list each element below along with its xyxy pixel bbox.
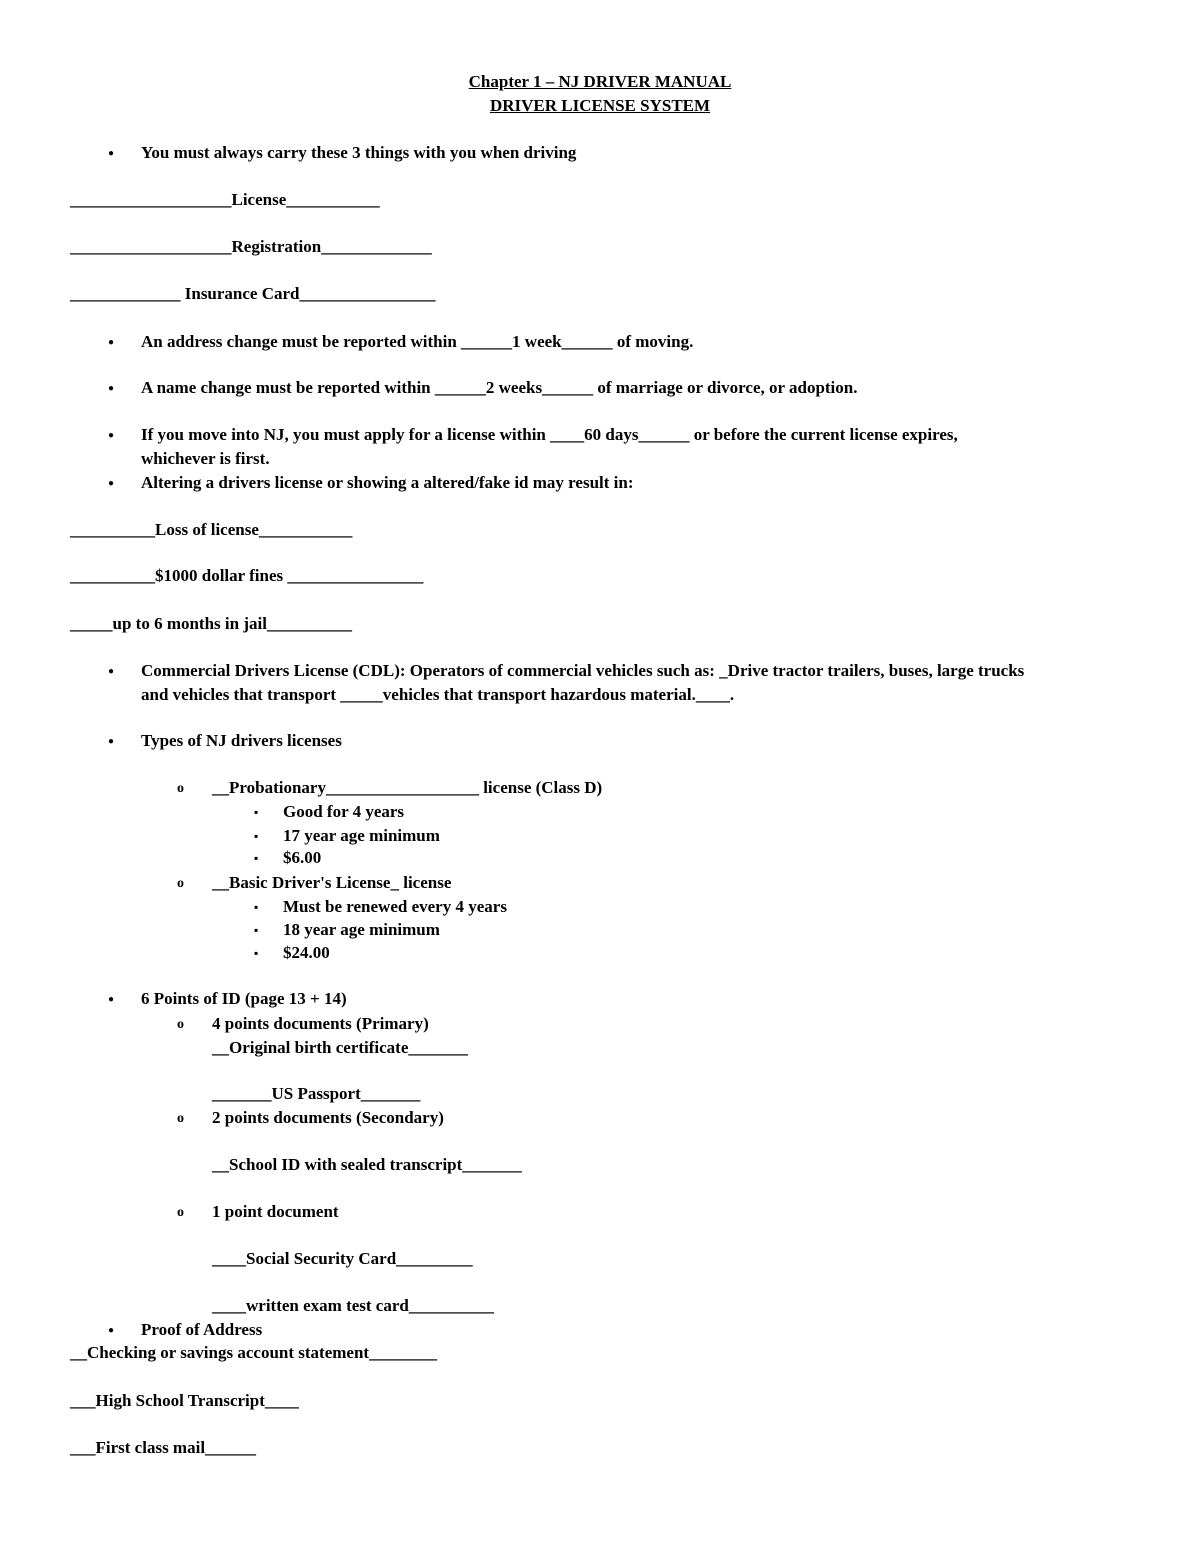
- cdl-line2: and vehicles that transport _____vehicles that transport hazardous material.____.: [141, 685, 735, 704]
- primary-item: __Original birth certificate_______: [212, 1038, 468, 1057]
- bullet-disc: ●: [108, 383, 115, 394]
- bullet-square: ▪: [254, 946, 259, 960]
- bullet-circle: o: [177, 781, 184, 796]
- primary-label: 4 points documents (Primary): [212, 1014, 429, 1033]
- bullet-disc: ●: [108, 994, 115, 1005]
- probationary-detail: Good for 4 years: [283, 802, 405, 821]
- basic-detail: 18 year age minimum: [283, 920, 440, 939]
- move-nj-line2: whichever is first.: [141, 449, 270, 468]
- bullet-circle: o: [177, 1017, 184, 1032]
- altering-intro: Altering a drivers license or showing a altered/fake id may result in:: [141, 473, 634, 492]
- bullet-square: ▪: [254, 923, 259, 937]
- primary-item: _______US Passport_______: [212, 1084, 421, 1103]
- address-proof-item: __Checking or savings account statement________: [70, 1343, 438, 1362]
- bullet-disc: ●: [108, 478, 115, 489]
- one-point-label: 1 point document: [212, 1202, 339, 1221]
- address-change-text: An address change must be reported within ______1 week______ of moving.: [141, 332, 694, 351]
- probationary-label: __Probationary__________________ license (Class D): [212, 778, 603, 797]
- basic-label: __Basic Driver's License_ license: [212, 873, 452, 892]
- name-change-text: A name change must be reported within ______2 weeks______ of marriage or divorce, or adoption.: [141, 378, 858, 397]
- bullet-circle: o: [177, 1205, 184, 1220]
- address-proof-item: ___First class mail______: [70, 1438, 257, 1457]
- types-intro: Types of NJ drivers licenses: [141, 731, 342, 750]
- bullet-disc: ●: [108, 736, 115, 747]
- secondary-item: __School ID with sealed transcript_______: [212, 1155, 522, 1174]
- address-proof-item: ___High School Transcript____: [70, 1391, 299, 1410]
- points-intro: 6 Points of ID (page 13 + 14): [141, 989, 347, 1008]
- bullet-disc: ●: [108, 148, 115, 159]
- bullet-disc: ●: [108, 1325, 115, 1336]
- carry-license: ___________________License___________: [70, 190, 380, 209]
- secondary-label: 2 points documents (Secondary): [212, 1108, 444, 1127]
- bullet-disc: ●: [108, 666, 115, 677]
- bullet-disc: ●: [108, 337, 115, 348]
- basic-detail: $24.00: [283, 943, 330, 962]
- one-point-item: ____written exam test card__________: [212, 1296, 494, 1315]
- bullet-square: ▪: [254, 829, 259, 843]
- altering-loss-of-license: __________Loss of license___________: [70, 520, 353, 539]
- carry-insurance: _____________ Insurance Card________________: [70, 284, 436, 303]
- altering-jail: _____up to 6 months in jail__________: [70, 614, 352, 633]
- bullet-circle: o: [177, 876, 184, 891]
- address-proof-intro: Proof of Address: [141, 1320, 263, 1339]
- one-point-item: ____Social Security Card_________: [212, 1249, 473, 1268]
- document-title: Chapter 1 – NJ DRIVER MANUAL: [468, 72, 732, 91]
- bullet-square: ▪: [254, 900, 259, 914]
- move-nj-line1: If you move into NJ, you must apply for a license within ____60 days______ or before the current license expires,: [141, 425, 958, 444]
- altering-fines: __________$1000 dollar fines ________________: [70, 566, 424, 585]
- carry-intro: You must always carry these 3 things with you when driving: [141, 143, 577, 162]
- carry-registration: ___________________Registration_____________: [70, 237, 432, 256]
- probationary-detail: $6.00: [283, 848, 322, 867]
- bullet-circle: o: [177, 1111, 184, 1126]
- document-subtitle: DRIVER LICENSE SYSTEM: [489, 96, 711, 115]
- bullet-square: ▪: [254, 805, 259, 819]
- bullet-square: ▪: [254, 851, 259, 865]
- probationary-detail: 17 year age minimum: [283, 826, 440, 845]
- bullet-disc: ●: [108, 430, 115, 441]
- basic-detail: Must be renewed every 4 years: [283, 897, 507, 916]
- cdl-line1: Commercial Drivers License (CDL): Operators of commercial vehicles such as: _Drive tractor trailers, buses, large trucks: [141, 661, 1025, 680]
